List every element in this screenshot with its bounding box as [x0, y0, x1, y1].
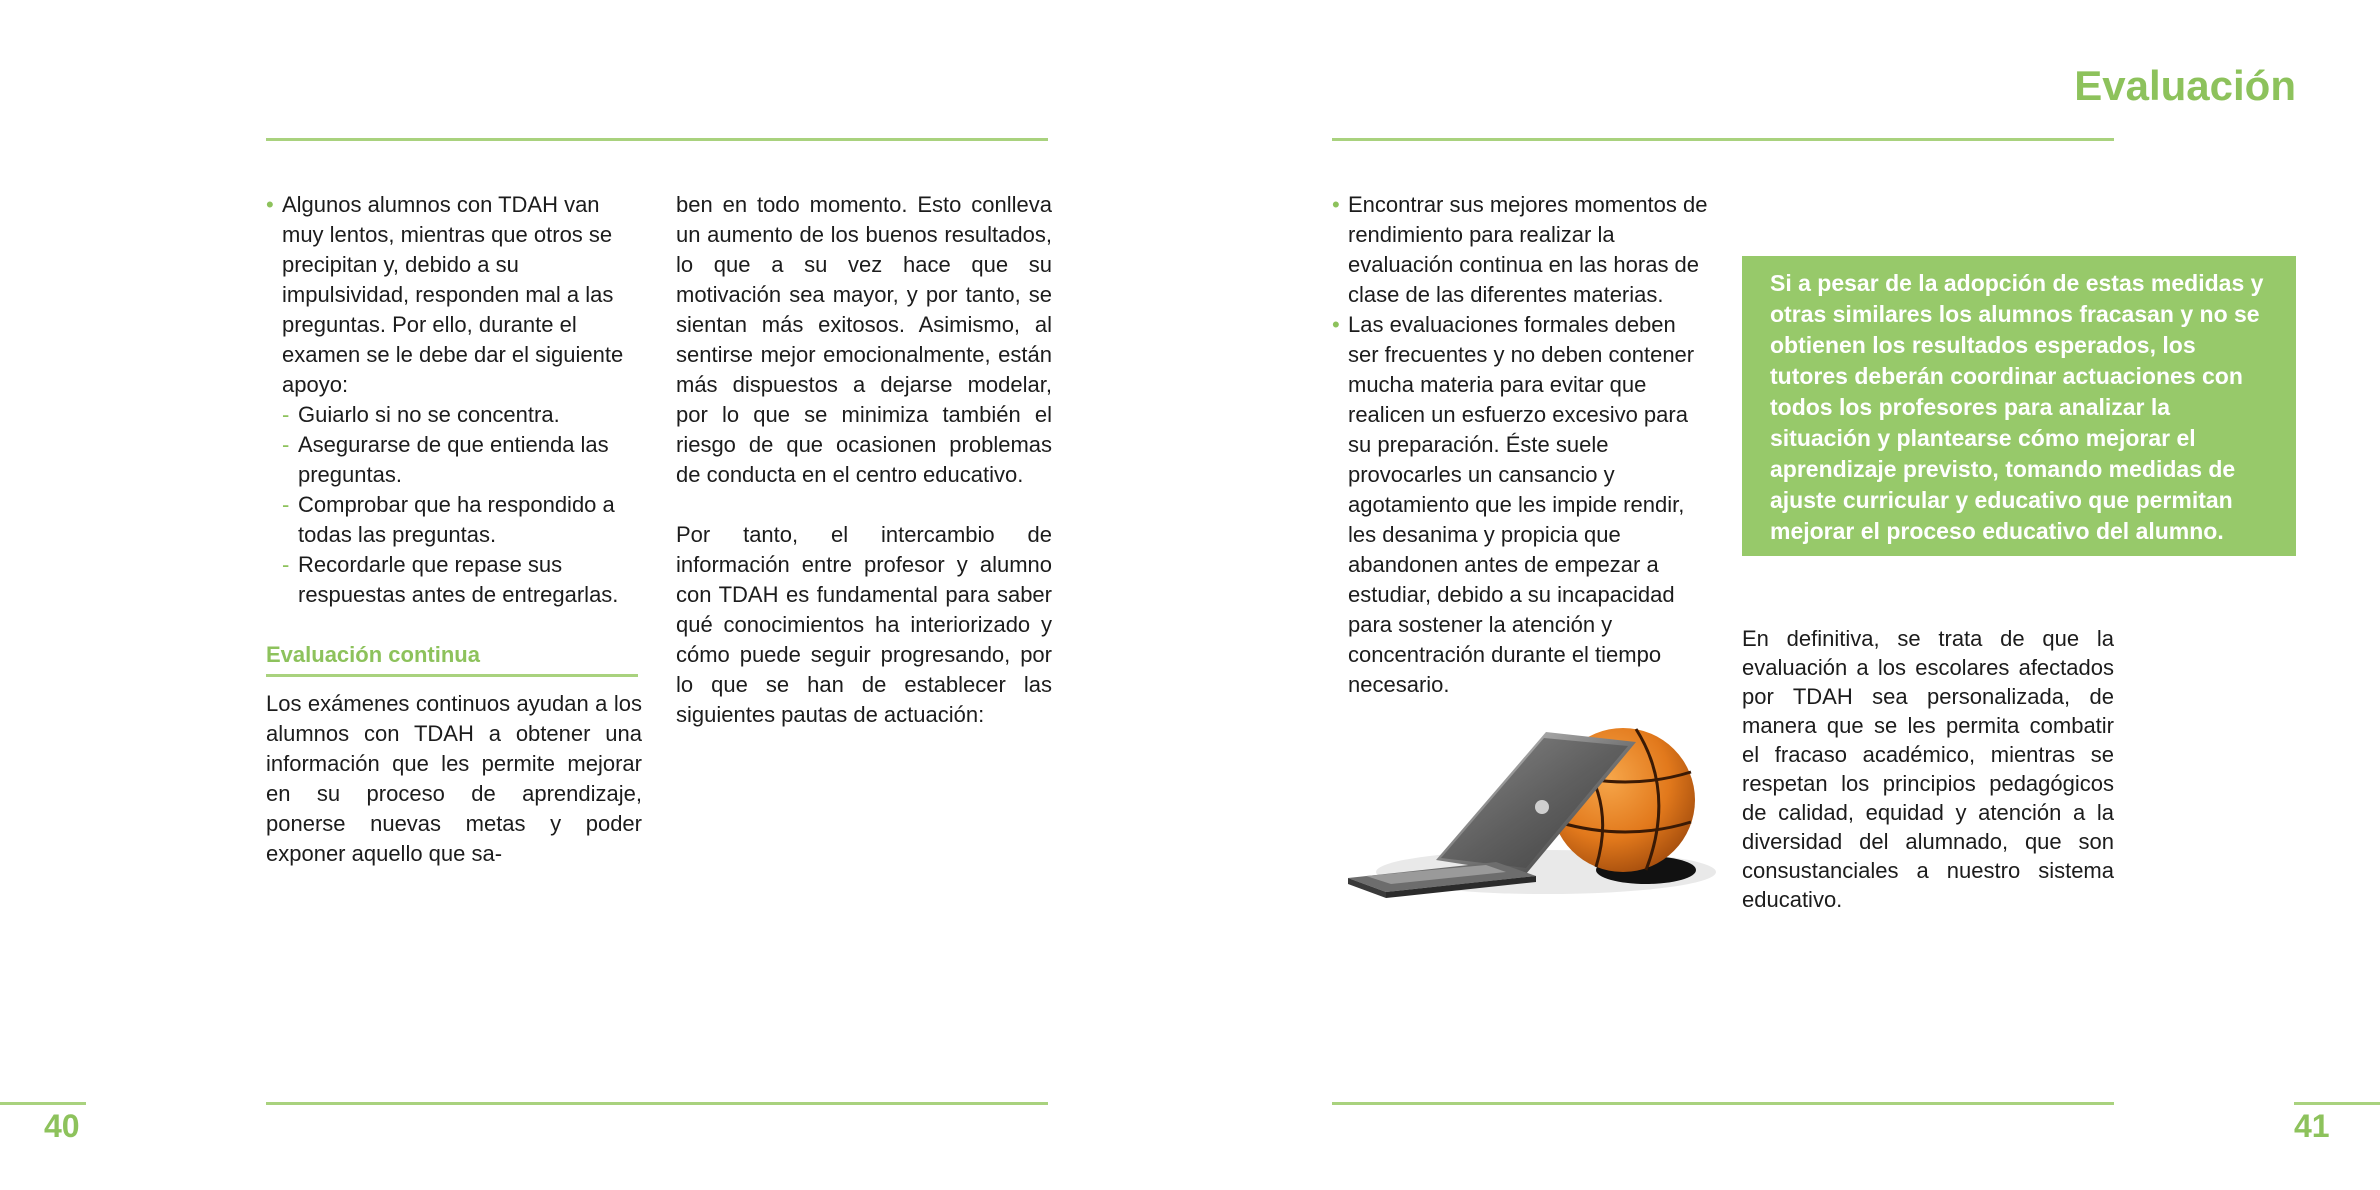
top-rule-right: [1332, 138, 2114, 141]
sub-list: [266, 400, 642, 610]
sub-item: - Comprobar que ha respondido a todas las preguntas.: [282, 492, 615, 547]
bullet-dot-icon: •: [1332, 192, 1340, 217]
dash-icon: -: [282, 492, 290, 517]
left-col-1: [266, 190, 642, 869]
bottom-rule-left: [266, 1102, 1048, 1105]
right-col-1: [1332, 190, 1708, 700]
laptop-basketball-illustration: [1346, 712, 1720, 902]
conclusion-paragraph: En definitiva, se trata de que la evaluación a los escolares afectados por TDAH sea personalizada, de manera que se les permita combatir el fracaso académico, mientras se respetan los principios pedagógicos de calidad, equidad y atención a la diversidad del alumnado, que son consustanciales a nuestro sistema educativo.: [1742, 626, 2114, 912]
page-number-right: 41: [2294, 1108, 2330, 1144]
bullet-item: [1332, 190, 1708, 310]
bottom-rule-right-short: [2294, 1102, 2380, 1105]
section-heading: Evaluación continua: [266, 640, 638, 677]
dash-icon: -: [282, 552, 290, 577]
sub-item: - Asegurarse de que entienda las preguntas.: [282, 432, 609, 487]
bullet-dot-icon: •: [266, 192, 274, 217]
paragraph: ben en todo momento. Esto conlleva un aumento de los buenos resultados, lo que a su vez hace que su motivación sea mayor, y por tanto, se sientan más exitosos. Asimismo, al sentirse mejor emocionalmente, están más dispuestos a dejarse modelar, por lo que se minimiza también el riesgo de que ocasionen problemas de conducta en el centro educativo.: [676, 192, 1052, 487]
section-paragraph: Los exámenes continuos ayudan a los alumnos con TDAH a obtener una información que les permite mejorar en su proceso de aprendizaje, ponerse nuevas metas y poder exponer aquello que sa-: [266, 691, 642, 866]
dash-icon: -: [282, 432, 290, 457]
page-number-left: 40: [44, 1108, 80, 1144]
top-rule-left: [266, 138, 1048, 141]
highlight-callout: [1742, 256, 2296, 556]
bullet-item: [266, 190, 642, 400]
bullet-text: Las evaluaciones formales deben ser frecuentes y no deben contener mucha materia para evitar que realicen un esfuerzo excesivo para su preparación. Éste suele provocarles un cansancio y agotamiento que les impide rendir, les desanima y propicia que abandonen antes de empezar a estudiar, debido a su incapacidad para sostener la atención y concentración durante el tiempo necesario.: [1348, 312, 1695, 697]
page-title: Evaluación: [2074, 62, 2296, 109]
bullet-dot-icon: •: [1332, 312, 1340, 337]
bottom-rule-left-short: [0, 1102, 86, 1105]
left-col-2: [676, 190, 1052, 730]
bullet-text: Encontrar sus mejores momentos de rendimiento para realizar la evaluación continua en las horas de clase de las diferentes materias.: [1348, 192, 1708, 307]
paragraph: Por tanto, el intercambio de información entre profesor y alumno con TDAH es fundamental para saber qué conocimientos ha interiorizado y cómo puede seguir progresando, por lo que se han de establecer las siguientes pautas de actuación:: [676, 522, 1052, 727]
bullet-item: [1332, 310, 1708, 700]
bullet-text: Algunos alumnos con TDAH van muy lentos, mientras que otros se precipitan y, debido a su impulsividad, responden mal a las preguntas. Por ello, durante el examen se le debe dar el siguiente apoyo:: [282, 192, 624, 397]
dash-icon: -: [282, 402, 290, 427]
sub-item: - Recordarle que repase sus respuestas antes de entregarlas.: [282, 552, 619, 607]
callout-text: Si a pesar de la adopción de estas medidas y otras similares los alumnos fracasan y no se obtienen los resultados esperados, los tutores deberán coordinar actuaciones con todos los profesores para analizar la situación y plantearse cómo mejorar el aprendizaje previsto, tomando medidas de ajuste curricular y educativo que permitan mejorar el proceso educativo del alumno.: [1770, 270, 2264, 544]
sub-item: - Guiarlo si no se concentra.: [282, 400, 642, 430]
bottom-rule-right: [1332, 1102, 2114, 1105]
